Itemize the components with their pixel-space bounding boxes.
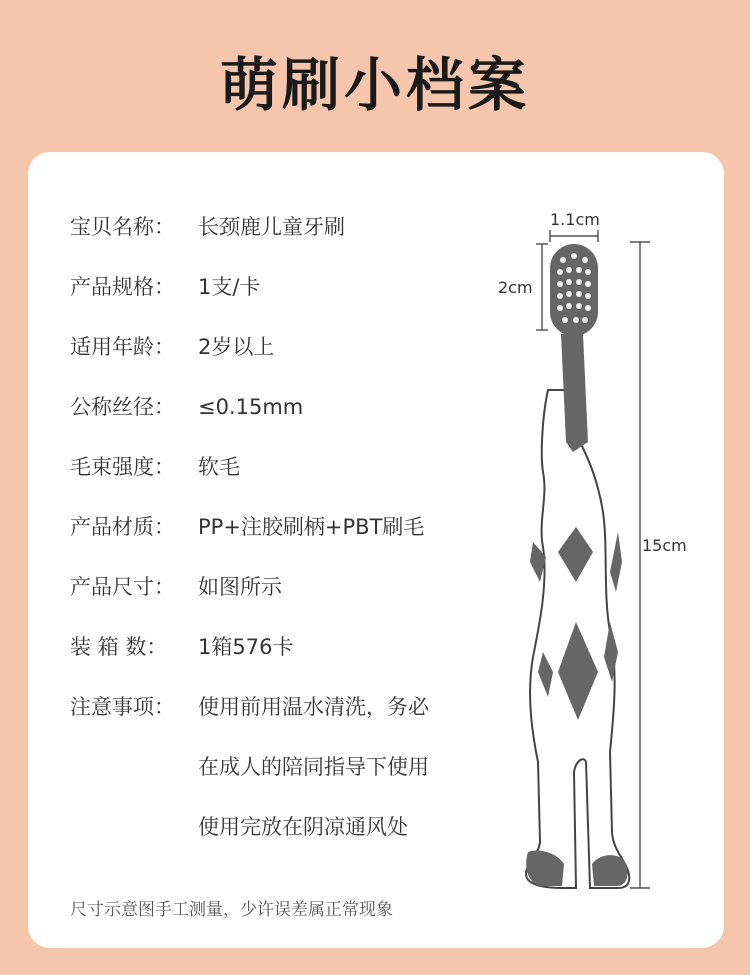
- spec-value: PP+注胶刷柄+PBT刷毛: [198, 515, 425, 539]
- page-title: 萌刷小档案: [219, 51, 530, 119]
- spec-label: 装 箱 数：: [70, 635, 168, 659]
- spec-value: 如图所示: [198, 575, 282, 599]
- spec-value: ≤0.15mm: [198, 395, 304, 419]
- spec-value: 1箱576卡: [198, 635, 294, 659]
- info-card: [28, 152, 724, 948]
- spec-value: 长颈鹿儿童牙刷: [198, 215, 345, 239]
- toothbrush-image: [28, 152, 724, 948]
- note-line: 在成人的陪同指导下使用: [198, 755, 429, 779]
- spec-label: 产品材质：: [70, 515, 175, 539]
- spec-label: 宝贝名称：: [70, 215, 175, 239]
- spec-label: 适用年龄：: [70, 335, 175, 359]
- head-width-label: 1.1cm: [550, 210, 600, 229]
- spot-4: [610, 532, 622, 592]
- note-line: 使用完放在阴凉通风处: [198, 815, 408, 839]
- footnote: 尺寸示意图手工测量，少许误差属正常现象: [70, 900, 393, 920]
- spec-value: 2岁以上: [198, 335, 275, 359]
- spec-label: 产品规格：: [70, 275, 175, 299]
- spec-label: 注意事项：: [70, 695, 175, 719]
- spec-label: 产品尺寸：: [70, 575, 175, 599]
- spec-label: 毛束强度：: [70, 455, 175, 479]
- spec-label: 公称丝径：: [70, 395, 175, 419]
- spec-value: 软毛: [198, 455, 240, 479]
- total-length-label: 15cm: [642, 536, 687, 555]
- foot-right: [592, 855, 628, 886]
- spec-value: 1支/卡: [198, 275, 261, 299]
- head-height-label: 2cm: [498, 278, 533, 297]
- spec-value: 使用前用温水清洗，务必: [198, 695, 429, 719]
